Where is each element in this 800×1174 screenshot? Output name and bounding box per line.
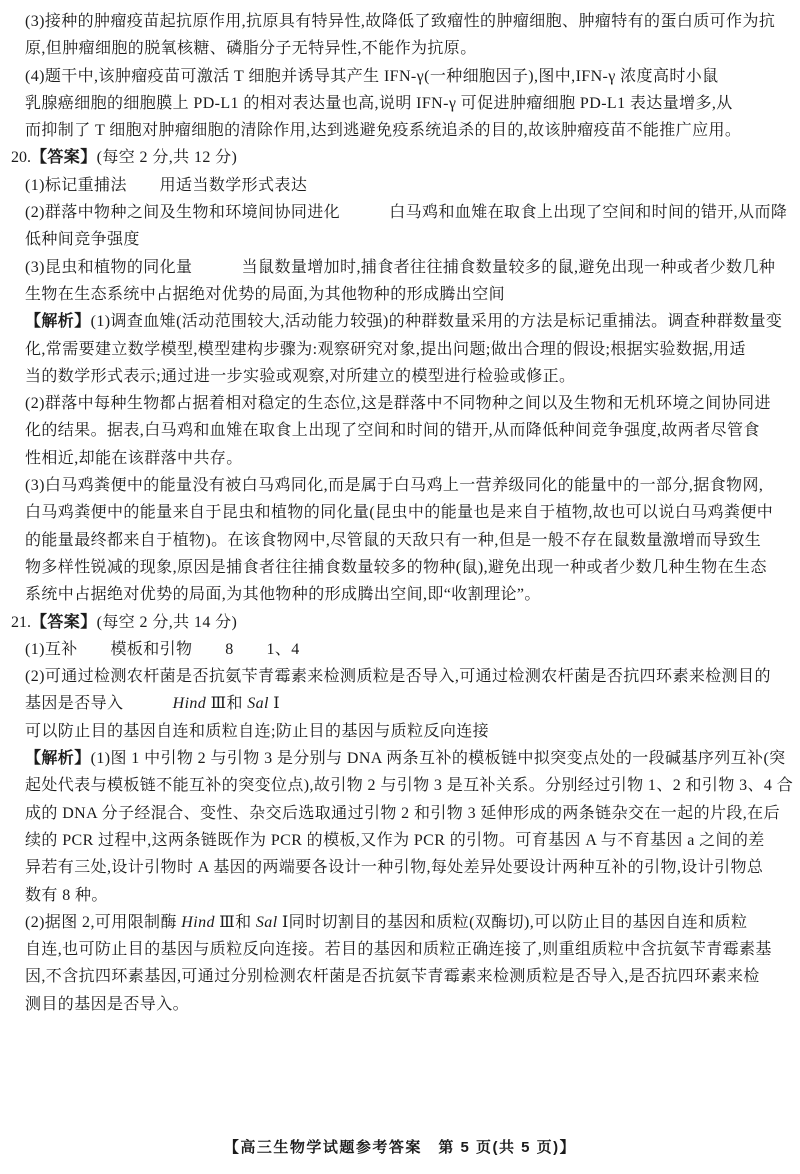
text-line bbox=[25, 281, 794, 308]
text-segment: 可以防止目的基因自连和质粒自连;防止目的基因与质粒反向连接 bbox=[25, 722, 490, 740]
question-number: 21. bbox=[11, 613, 31, 631]
text-line bbox=[25, 363, 794, 390]
text-segment: 起处代表与模板链不能互补的突变位点),故引物 2 与引物 3 是互补关系。分别经过引物 1、2 和引物 3、4 合 bbox=[25, 777, 794, 795]
text-segment: (3)接种的肿瘤疫苗起抗原作用,抗原具有特异性,故降低了致瘤性的肿瘤细胞、肿瘤特有的蛋白质可作为抗 bbox=[25, 13, 776, 30]
text-segment: Ⅲ和 bbox=[214, 913, 256, 931]
text-line bbox=[25, 882, 794, 909]
text-line bbox=[25, 308, 794, 335]
text-line bbox=[25, 909, 794, 936]
section-marker: 【答案】 bbox=[31, 613, 97, 631]
text-line bbox=[25, 336, 794, 363]
text-line bbox=[25, 991, 794, 1018]
text-segment: 生物在生态系统中占据绝对优势的局面,为其他物种的形成腾出空间 bbox=[25, 285, 506, 303]
text-line bbox=[25, 226, 794, 253]
text-segment: 低种间竞争强度 bbox=[25, 231, 140, 249]
text-segment: 异若有三处,设计引物时 A 基因的两端要各设计一种引物,每处差异处要设计两种互补的引物,设计引物总 bbox=[25, 859, 764, 877]
text-line bbox=[25, 772, 794, 799]
text-segment: 化,常需要建立数学模型,模型建构步骤为:观察研究对象,提出问题;做出合理的假设;根据实验数据,用适 bbox=[25, 340, 746, 358]
text-line bbox=[25, 554, 794, 581]
text-segment: 基因是否导入 bbox=[25, 695, 173, 713]
text-segment: 因,不含抗四环素基因,可通过分别检测农杆菌是否抗氨苄青霉素来检测质粒是否导入,是否抗四环素来检 bbox=[25, 968, 760, 986]
text-segment: Sal bbox=[255, 913, 278, 931]
text-segment: 而抑制了 T 细胞对肿瘤细胞的清除作用,达到逃避免疫系统追杀的目的,故该肿瘤疫苗不能推广应用。 bbox=[25, 122, 742, 140]
text-segment: (每空 2 分,共 12 分) bbox=[96, 149, 238, 167]
text-line bbox=[25, 636, 794, 663]
text-line bbox=[25, 963, 794, 990]
text-segment: 化的结果。据表,白马鸡和血雉在取食上出现了空间和时间的错开,从而降低种间竞争强度,故两者尽管食 bbox=[25, 422, 760, 440]
text-segment: 白马鸡粪便中的能量来自于昆虫和植物的同化量(昆虫中的能量也是来自于植物,故也可以说白马鸡粪便中 bbox=[25, 504, 774, 522]
question-number: 20. bbox=[11, 149, 31, 167]
section-marker: 【解析】 bbox=[25, 750, 91, 768]
text-segment: 自连,也可防止目的基因与质粒反向连接。若目的基因和质粒正确连接了,则重组质粒中含抗氨苄青霉素基 bbox=[25, 941, 772, 959]
text-line bbox=[25, 718, 794, 745]
text-line bbox=[25, 663, 794, 690]
text-segment: 性相近,却能在该群落中共存。 bbox=[25, 449, 243, 467]
text-line bbox=[25, 90, 794, 117]
text-segment: 的能量最终都来自于植物)。在该食物网中,尽管鼠的天敌只有一种,但是一般不存在鼠数量激增而导致生 bbox=[25, 531, 762, 549]
text-segment: 成的 DNA 分子经混合、变性、杂交后选取通过引物 2 和引物 3 延伸形成的两条链杂交在一起的片段,在后 bbox=[25, 804, 780, 822]
text-segment: Sal bbox=[247, 695, 269, 713]
text-segment: 测目的基因是否导入。 bbox=[25, 995, 190, 1013]
text-segment: 续的 PCR 过程中,这两条链既作为 PCR 的模板,又作为 PCR 的引物。可育基因 A 与不育基因 a 之间的差 bbox=[25, 831, 765, 849]
text-line bbox=[11, 609, 794, 636]
footer-text: 【高三生物学试题参考答案 第 5 页(共 5 页)】 bbox=[223, 1139, 577, 1156]
text-segment: (每空 2 分,共 14 分) bbox=[96, 613, 238, 631]
text-line bbox=[25, 690, 794, 717]
text-segment: (1)调查血雉(活动范围较大,活动能力较强)的种群数量采用的方法是标记重捕法。调查种群数量变 bbox=[90, 313, 783, 331]
text-line bbox=[25, 472, 794, 499]
text-line bbox=[25, 8, 794, 35]
text-line bbox=[25, 527, 794, 554]
text-segment: Hind bbox=[181, 913, 215, 931]
section-marker: 【解析】 bbox=[25, 313, 91, 331]
text-line bbox=[25, 800, 794, 827]
text-segment: (4)题干中,该肿瘤疫苗可激活 T 细胞并诱导其产生 IFN-γ(一种细胞因子),图中,IFN-γ 浓度高时小鼠 bbox=[25, 67, 719, 85]
text-segment: 当的数学形式表示;通过进一步实验或观察,对所建立的模型进行检验或修正。 bbox=[25, 367, 576, 385]
text-segment: (2)群落中每种生物都占据着相对稳定的生态位,这是群落中不同物种之间以及生物和无机环境之间协同进 bbox=[25, 395, 771, 413]
text-line bbox=[25, 581, 794, 608]
text-line bbox=[25, 63, 794, 90]
text-segment: 数有 8 种。 bbox=[25, 886, 108, 904]
page-footer bbox=[0, 1136, 800, 1157]
text-line bbox=[25, 35, 794, 62]
text-segment: (1)标记重捕法 用适当数学形式表达 bbox=[25, 176, 308, 194]
text-segment: 原,但肿瘤细胞的脱氧核糖、磷脂分子无特异性,不能作为抗原。 bbox=[25, 40, 477, 58]
text-segment: (1)图 1 中引物 2 与引物 3 是分别与 DNA 两条互补的模板链中拟突变点处的一段碱基序列互补(突 bbox=[90, 750, 786, 768]
text-segment: (2)群落中物种之间及生物和环境间协同进化 白马鸡和血雉在取食上出现了空间和时间的错开,从而降 bbox=[25, 204, 788, 222]
text-line bbox=[25, 199, 794, 226]
text-line bbox=[25, 745, 794, 772]
text-line bbox=[25, 117, 794, 144]
text-segment: (3)白马鸡粪便中的能量没有被白马鸡同化,而是属于白马鸡上一营养级同化的能量中的一部分,据食物网, bbox=[25, 477, 764, 495]
text-segment: 乳腺癌细胞的细胞膜上 PD-L1 的相对表达量也高,说明 IFN-γ 可促进肿瘤细胞 PD-L1 表达量增多,从 bbox=[25, 94, 733, 112]
text-line bbox=[25, 254, 794, 281]
section-marker: 【答案】 bbox=[31, 149, 97, 167]
text-segment: 系统中占据绝对优势的局面,为其他物种的形成腾出空间,即“收割理论”。 bbox=[25, 586, 541, 604]
text-line bbox=[25, 417, 794, 444]
text-line bbox=[25, 172, 794, 199]
answer-content bbox=[11, 8, 794, 1018]
text-segment: Hind bbox=[172, 695, 207, 713]
text-line bbox=[25, 390, 794, 417]
text-segment: Ⅰ bbox=[268, 695, 281, 713]
text-line bbox=[25, 936, 794, 963]
text-segment: (3)昆虫和植物的同化量 当鼠数量增加时,捕食者往往捕食数量较多的鼠,避免出现一种或者少数几种 bbox=[25, 258, 776, 276]
text-segment: (2)可通过检测农杆菌是否抗氨苄青霉素来检测质粒是否导入,可通过检测农杆菌是否抗四环素来检测目的 bbox=[25, 668, 771, 686]
text-line bbox=[25, 827, 794, 854]
text-segment: Ⅰ同时切割目的基因和质粒(双酶切),可以防止目的基因自连和质粒 bbox=[277, 913, 748, 931]
text-segment: 物多样性锐减的现象,原因是捕食者往往捕食数量较多的物种(鼠),避免出现一种或者少数几种生物在生态 bbox=[25, 558, 767, 576]
text-line bbox=[11, 144, 794, 171]
text-segment: Ⅲ和 bbox=[206, 695, 248, 713]
text-line bbox=[25, 445, 794, 472]
text-line bbox=[25, 499, 794, 526]
text-segment: (2)据图 2,可用限制酶 bbox=[25, 913, 182, 931]
text-segment: (1)互补 模板和引物 8 1、4 bbox=[25, 640, 300, 658]
text-line bbox=[25, 854, 794, 881]
